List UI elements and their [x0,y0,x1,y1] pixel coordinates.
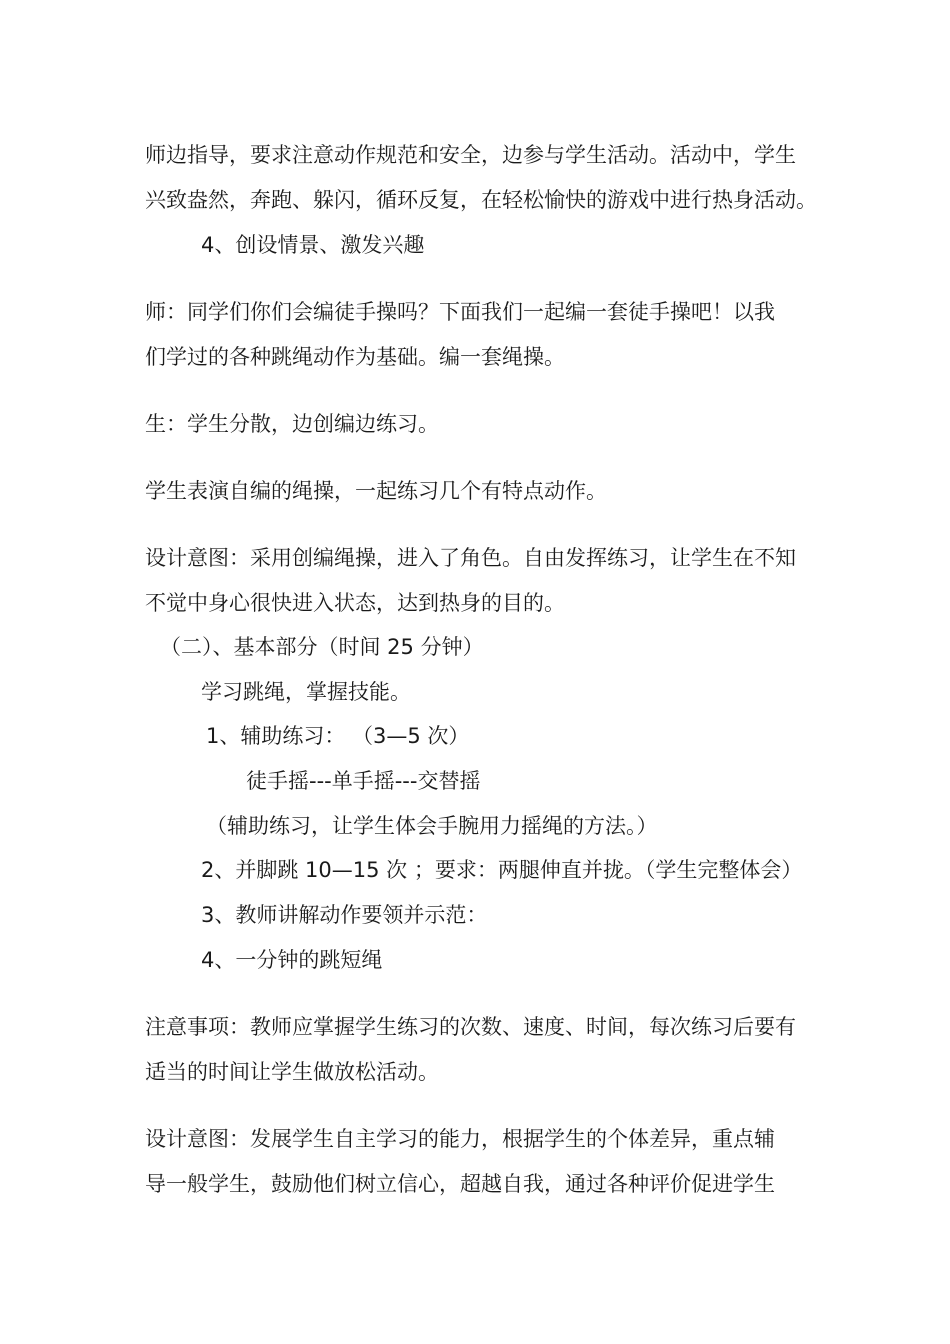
paragraph-line: 设计意图：采用创编绳操，进入了角色。自由发挥练习，让学生在不知 [145,546,796,570]
paragraph-line: 师边指导，要求注意动作规范和安全，边参与学生活动。活动中，学生 [145,143,796,167]
paragraph-line: 兴致盎然，奔跑、躲闪，循环反复，在轻松愉快的游戏中进行热身活动。 [145,188,817,212]
paragraph-line: 导一般学生，鼓励他们树立信心，超越自我，通过各种评价促进学生 [145,1172,775,1196]
list-item: 3、教师讲解动作要领并示范： [201,903,488,927]
section-heading: （二）、基本部分（时间 25 分钟） [160,635,484,659]
list-item: 徒手摇---单手摇---交替摇 [246,769,481,793]
list-item: 2、并脚跳 10—15 次 ；要求：两腿伸直并拢。（学生完整体会） [201,858,803,882]
paragraph-line: 适当的时间让学生做放松活动。 [145,1060,439,1084]
paragraph-line: 不觉中身心很快进入状态，达到热身的目的。 [145,591,565,615]
paragraph-line: 们学过的各种跳绳动作为基础。编一套绳操。 [145,345,565,369]
paragraph-line: 学生表演自编的绳操，一起练习几个有特点动作。 [145,479,607,503]
paragraph-line: 生：学生分散，边创编边练习。 [145,412,439,436]
paragraph-line: 设计意图：发展学生自主学习的能力，根据学生的个体差异，重点辅 [145,1127,775,1151]
list-item: 4、一分钟的跳短绳 [201,948,383,972]
paragraph-line: （辅助练习，让学生体会手腕用力摇绳的方法。） [206,814,658,838]
section-heading: 4、创设情景、激发兴趣 [201,233,425,257]
paragraph-line: 注意事项：教师应掌握学生练习的次数、速度、时间，每次练习后要有 [145,1015,796,1039]
paragraph-line: 师：同学们你们会编徒手操吗？下面我们一起编一套徒手操吧！以我 [145,300,775,324]
list-item: 1、辅助练习： （3—5 次） [206,724,470,748]
paragraph-line: 学习跳绳，掌握技能。 [201,680,411,704]
